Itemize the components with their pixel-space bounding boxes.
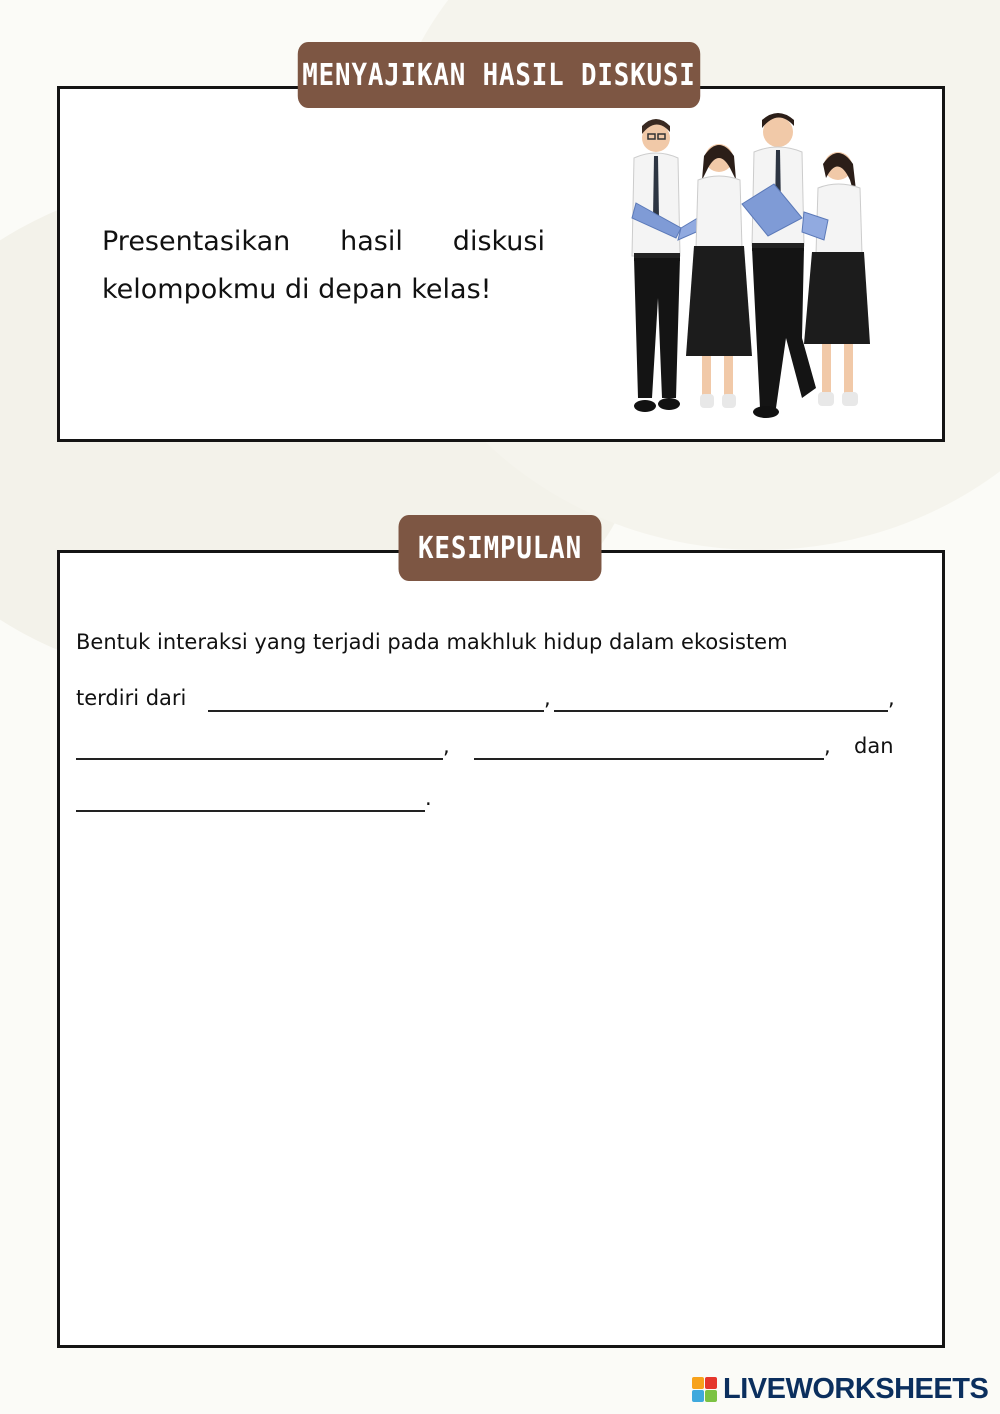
conclusion-prefix: terdiri dari — [76, 686, 187, 710]
student-girl-2 — [804, 152, 870, 406]
separator-comma: , — [443, 734, 450, 758]
conjunction-dan: dan — [854, 734, 894, 758]
section-title-presentation: MENYAJIKAN HASIL DISKUSI — [298, 42, 700, 108]
conclusion-line-1: Bentuk interaksi yang terjadi pada makhluk hidup dalam ekosistem — [76, 630, 788, 654]
answer-blank-3[interactable] — [76, 758, 443, 760]
answer-blank-5[interactable] — [76, 810, 425, 812]
final-period: . — [425, 786, 432, 810]
liveworksheets-brand — [692, 1371, 992, 1407]
brand-name: LIVEWORKSHEETS — [723, 1372, 989, 1405]
section-title-conclusion: KESIMPULAN — [399, 515, 602, 581]
student-boy-2 — [752, 113, 816, 418]
presentation-instruction: Presentasikan hasil diskusi kelompokmu di depan kelas! — [102, 226, 545, 305]
separator-comma: , — [544, 686, 551, 710]
student-boy-glasses — [632, 119, 680, 412]
liveworksheets-logo-icon — [692, 1377, 717, 1402]
separator-comma: , — [824, 734, 831, 758]
conclusion-line-2 — [76, 686, 900, 718]
answer-blank-4[interactable] — [474, 758, 824, 760]
answer-blank-1[interactable] — [208, 710, 544, 712]
conclusion-box — [57, 550, 945, 1348]
answer-blank-2[interactable] — [554, 710, 888, 712]
conclusion-line-4 — [76, 786, 900, 818]
students-illustration — [606, 108, 876, 428]
separator-comma: , — [888, 686, 895, 710]
conclusion-line-3 — [76, 734, 900, 766]
student-girl-1 — [686, 144, 752, 408]
